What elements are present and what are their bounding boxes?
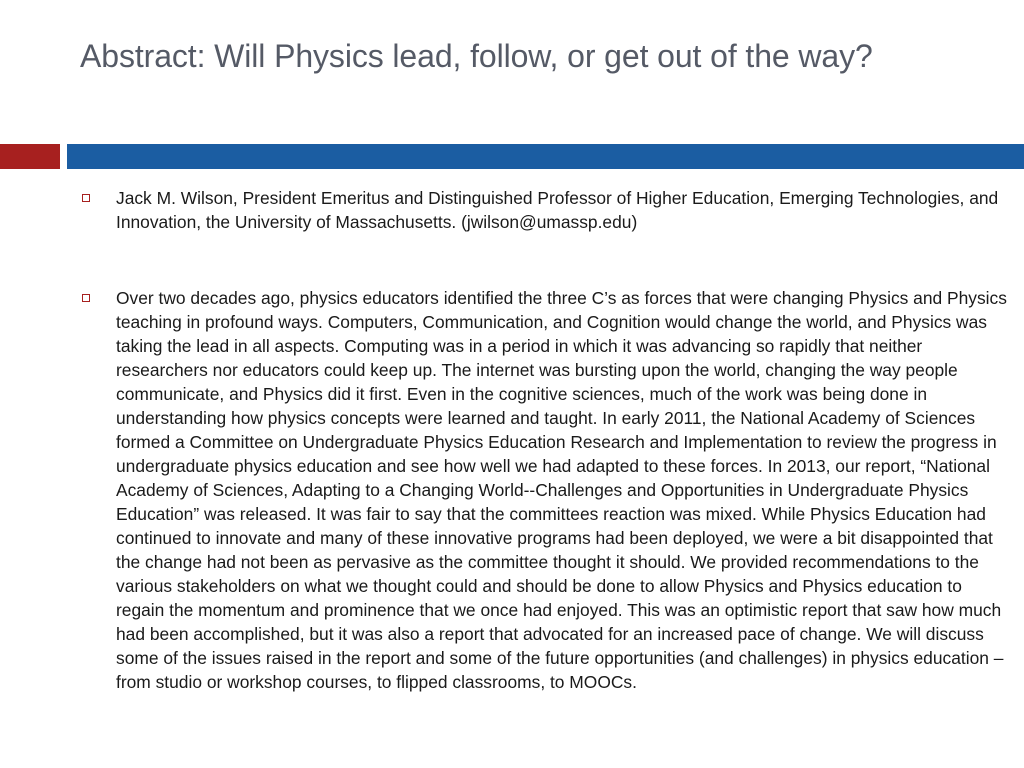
title-divider-red-bar xyxy=(0,144,60,169)
bullet-item-author xyxy=(80,186,1010,234)
bullet-item-abstract xyxy=(80,286,1010,694)
slide-title: Abstract: Will Physics lead, follow, or get out of the way? xyxy=(80,38,873,74)
abstract-text: Over two decades ago, physics educators identified the three C’s as forces that were changing Physics and Physics teaching in profound ways. Computers, Communication, and Cognition would change the world, and Physics was taking the lead in all aspects. Computing was in a period in which it was advancing so rapidly that neither researchers nor educators could keep up. The internet was bursting upon the world, changing the way people communicate, and Physics did it first. Even in the cognitive sciences, much of the work was being done in understanding how physics concepts were learned and taught. In early 2011, the National Academy of Sciences formed a Committee on Undergraduate Physics Education Research and Implementation to review the progress in undergraduate physics education and see how well we had adapted to these forces. In 2013, our report, “National Academy of Sciences, Adapting to a Changing World--Challenges and Opportunities in Undergraduate Physics Education” was released. It was fair to say that the committees reaction was mixed. While Physics Education had continued to innovate and many of these innovative programs had been deployed, we were a bit disappointed that the change had not been as pervasive as the committee thought it should. We provided recommendations to the various stakeholders on what we thought could and should be done to allow Physics and Physics education to regain the momentum and prominence that we once had enjoyed. This was an optimistic report that saw how much had been accomplished, but it was also a report that advocated for an increased pace of change. We will discuss some of the issues raised in the report and some of the future opportunities (and challenges) in physics education –from studio or workshop courses, to flipped classrooms, to MOOCs. xyxy=(116,288,1007,692)
bullet-list xyxy=(80,186,1010,694)
hollow-square-bullet-icon xyxy=(82,294,90,302)
hollow-square-bullet-icon xyxy=(82,194,90,202)
title-divider-blue-bar xyxy=(67,144,1024,169)
author-affiliation-text: Jack M. Wilson, President Emeritus and Distinguished Professor of Higher Education, Emerging Technologies, and Innovation, the University of Massachusetts. (jwilson@umassp.edu) xyxy=(116,188,999,232)
